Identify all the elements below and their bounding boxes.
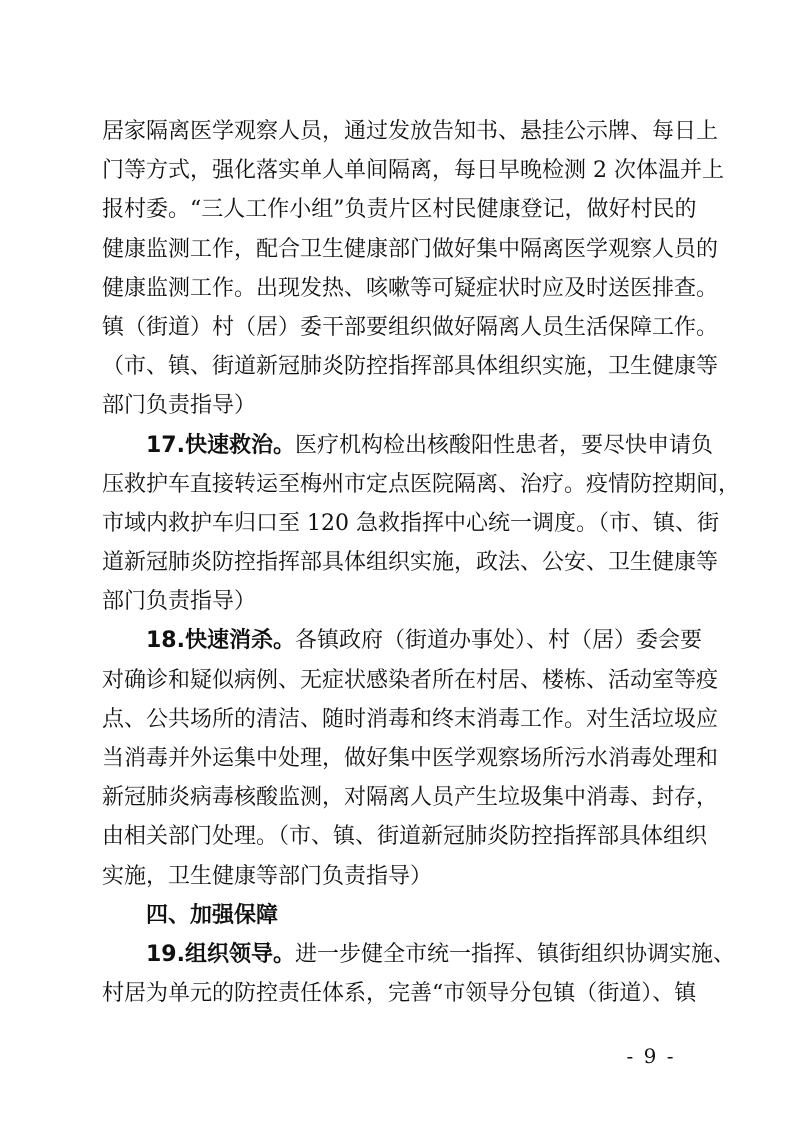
text-line: 压救护车直接转运至梅州市定点医院隔离、治疗。疫情防控期间， — [102, 471, 741, 497]
text-line: 村居为单元的防控责任体系，完善“市领导分包镇（街道）、镇 — [102, 981, 697, 1007]
text-line: 当消毒并外运集中处理，做好集中医学观察场所污水消毒处理和 — [102, 746, 719, 771]
text-line: 新冠肺炎病毒核酸监测，对隔离人员产生垃圾集中消毒、封存， — [102, 785, 719, 811]
text-line: 对确诊和疑似病例、无症状感染者所在村居、楼栋、活动室等疫 — [102, 667, 719, 693]
text-line: 镇（街道）村（居）委干部要组织做好隔离人员生活保障工作。 — [102, 314, 719, 340]
item-17-title: 17.快速救治。 — [146, 432, 295, 458]
text-line: 门等方式，强化落实单人单间隔离，每日早晚检测 2 次体温并上 — [102, 158, 724, 184]
item-18-title: 18.快速消杀。 — [146, 628, 295, 654]
item-18-paragraph — [102, 621, 719, 895]
text-line — [102, 621, 702, 660]
text-line — [102, 935, 735, 974]
item-17-first-line: 医疗机构检出核酸阳性患者，要尽快申请负 — [294, 432, 713, 458]
text-line: 市域内救护车归口至 120 急救指挥中心统一调度。（市、镇、街 — [102, 510, 719, 536]
text-line: 健康监测工作。出现发热、咳嗽等可疑症状时应及时送医排查。 — [102, 275, 719, 301]
text-line: 点、公共场所的清洁、随时消毒和终末消毒工作。对生活垃圾应 — [102, 706, 719, 732]
text-line: 实施，卫生健康等部门负责指导） — [102, 863, 433, 889]
item-19-first-line: 进一步健全市统一指挥、镇街组织协调实施、 — [294, 941, 735, 967]
text-line: 居家隔离医学观察人员，通过发放告知书、悬挂公示牌、每日上 — [102, 119, 719, 144]
document-body — [102, 112, 741, 1013]
text-line: （市、镇、街道新冠肺炎防控指挥部具体组织实施，卫生健康等 — [102, 354, 719, 380]
item-19-paragraph — [102, 935, 735, 1013]
item-18-first-line: 各镇政府（街道办事处）、村（居）委会要 — [294, 628, 702, 654]
text-line: 由相关部门处理。（市、镇、街道新冠肺炎防控指挥部具体组织 — [102, 824, 708, 850]
item-17-paragraph — [102, 426, 741, 622]
text-line — [102, 426, 713, 465]
continued-paragraph — [102, 112, 724, 426]
section-heading: 四、加强保障 — [146, 902, 279, 928]
text-line: 报村委。“三人工作小组”负责片区村民健康登记，做好村民的 — [102, 197, 697, 223]
item-19-title: 19.组织领导。 — [146, 941, 295, 967]
page-number: - 9 - — [626, 1044, 676, 1068]
text-line: 道新冠肺炎防控指挥部具体组织实施，政法、公安、卫生健康等 — [102, 550, 719, 576]
text-line: 健康监测工作，配合卫生健康部门做好集中隔离医学观察人员的 — [102, 236, 719, 262]
text-line: 部门负责指导） — [102, 589, 257, 615]
text-line: 部门负责指导） — [102, 393, 257, 419]
